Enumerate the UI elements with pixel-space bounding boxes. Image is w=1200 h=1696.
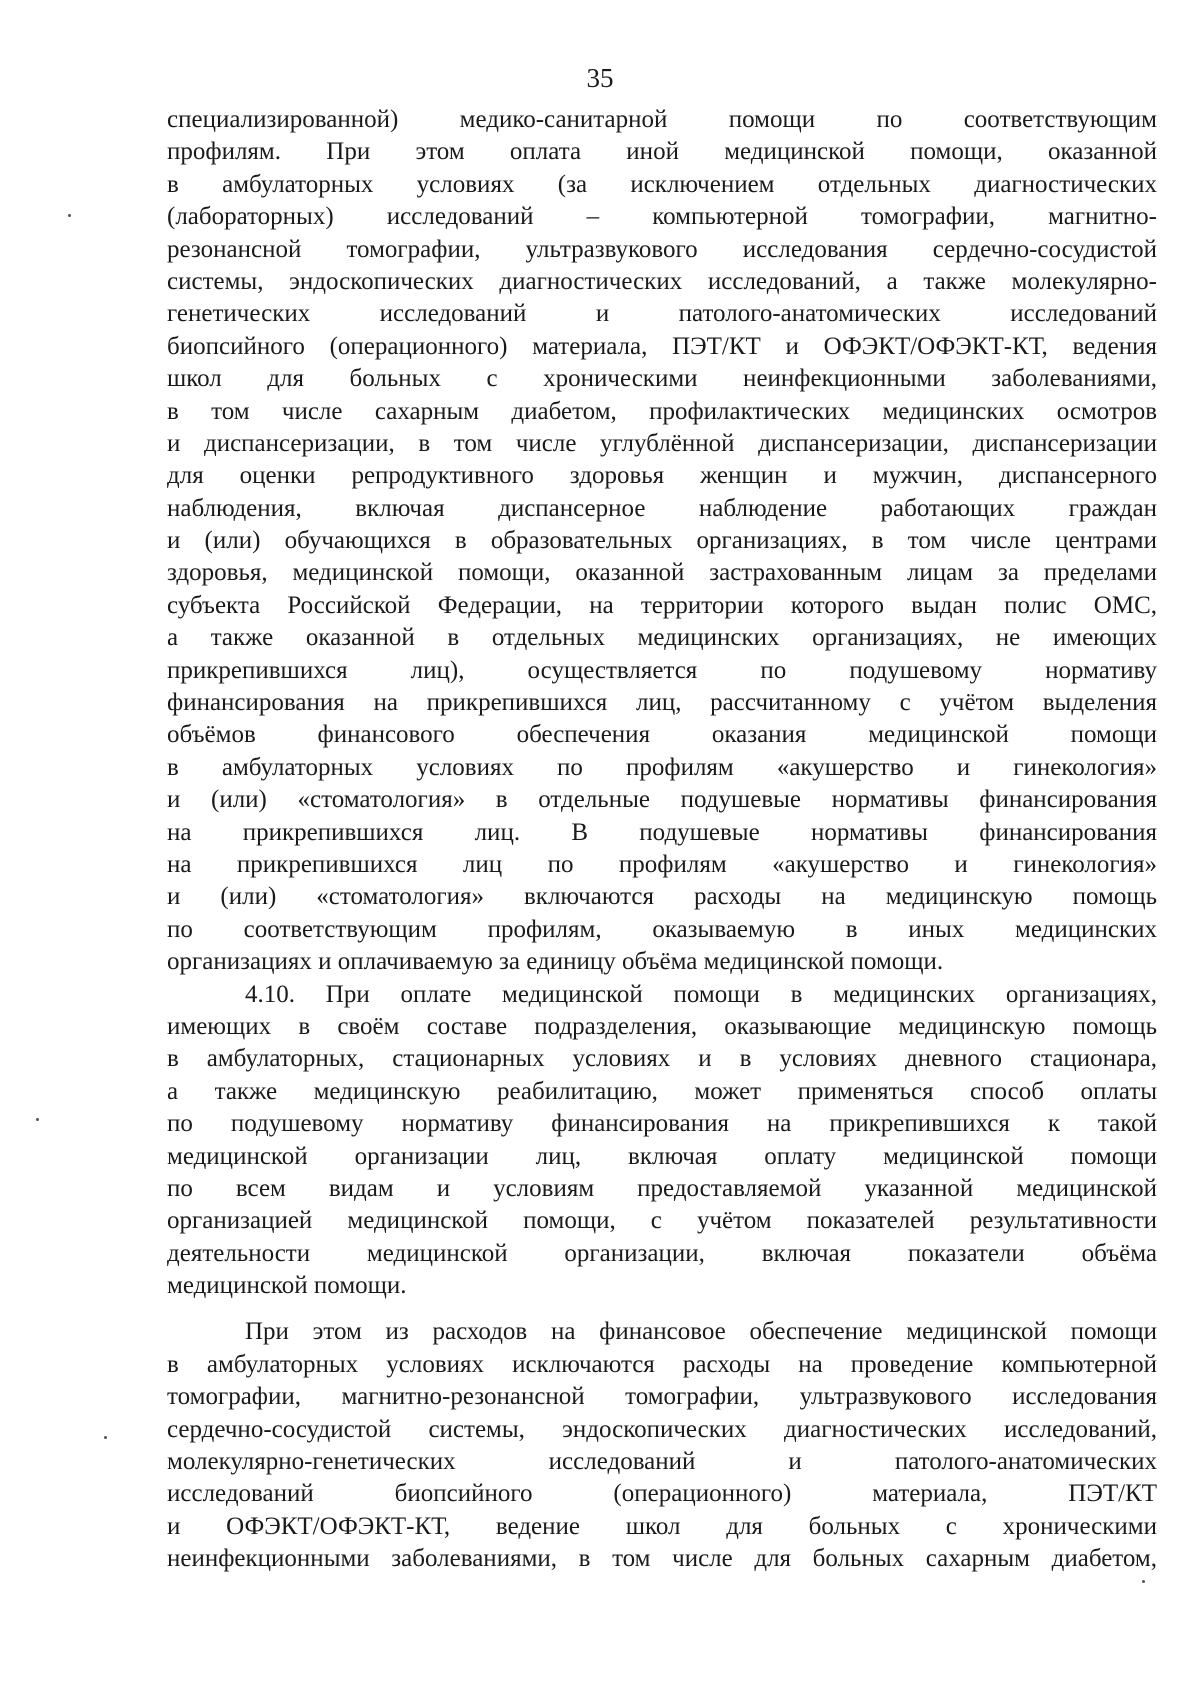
document-body	[167, 104, 1157, 1576]
text-line: неинфекционными заболеваниями, в том числе для больных сахарным диабетом,	[167, 1545, 1157, 1573]
text-line: здоровья, медицинской помощи, оказанной застрахованным лицам за пределами	[167, 559, 1157, 587]
text-line: и (или) «стоматология» в отдельные подушевые нормативы финансирования	[167, 786, 1157, 814]
text-line: прикрепившихся лиц), осуществляется по подушевому нормативу	[167, 656, 1157, 684]
text-line: финансирования на прикрепившихся лиц, рассчитанному с учётом выделения	[167, 689, 1157, 717]
text-line: школ для больных с хроническими неинфекционными заболеваниями,	[167, 365, 1157, 393]
text-line: в амбулаторных условиях (за исключением отдельных диагностических	[167, 170, 1157, 198]
text-line: в амбулаторных, стационарных условиях и в условиях дневного стационара,	[167, 1045, 1157, 1073]
text-line: субъекта Российской Федерации, на территории которого выдан полис ОМС,	[167, 591, 1157, 619]
text-line: на прикрепившихся лиц. В подушевые нормативы финансирования	[167, 818, 1157, 846]
text-line: имеющих в своём составе подразделения, оказывающие медицинскую помощь	[167, 1012, 1157, 1040]
text-line: организациях и оплачиваемую за единицу объёма медицинской помощи.	[167, 948, 944, 976]
text-line: в амбулаторных условиях исключаются расходы на проведение компьютерной	[167, 1350, 1157, 1378]
text-line: (лабораторных) исследований – компьютерной томографии, магнитно-	[167, 203, 1157, 231]
scan-speck	[104, 1436, 107, 1439]
text-line: а также оказанной в отдельных медицинских организациях, не имеющих	[167, 624, 1157, 652]
text-line: профилям. При этом оплата иной медицинской помощи, оказанной	[167, 138, 1157, 166]
text-line: сердечно-сосудистой системы, эндоскопических диагностических исследований,	[167, 1415, 1157, 1443]
text-line: медицинской организации лиц, включая оплату медицинской помощи	[167, 1142, 1157, 1170]
paragraph-start-line: При этом из расходов на финансовое обеспечение медицинской помощи	[245, 1318, 1157, 1346]
text-line: резонансной томографии, ультразвукового исследования сердечно-сосудистой	[167, 235, 1157, 263]
text-line: деятельности медицинской организации, включая показатели объёма	[167, 1239, 1157, 1267]
text-line: молекулярно-генетических исследований и патолого-анатомических	[167, 1448, 1157, 1476]
scan-speck	[36, 1118, 39, 1121]
text-line: и диспансеризации, в том числе углублённой диспансеризации, диспансеризации	[167, 429, 1157, 457]
text-line: по всем видам и условиям предоставляемой указанной медицинской	[167, 1174, 1157, 1202]
text-line: и (или) обучающихся в образовательных организациях, в том числе центрами	[167, 527, 1157, 555]
text-line: в амбулаторных условиях по профилям «акушерство и гинекология»	[167, 753, 1157, 781]
text-line: томографии, магнитно-резонансной томографии, ультразвукового исследования	[167, 1383, 1157, 1411]
text-line: наблюдения, включая диспансерное наблюдение работающих граждан	[167, 494, 1157, 522]
paragraph-start-line: 4.10. При оплате медицинской помощи в медицинских организациях,	[245, 980, 1157, 1008]
text-line: для оценки репродуктивного здоровья женщин и мужчин, диспансерного	[167, 462, 1157, 490]
text-line: по подушевому нормативу финансирования на прикрепившихся к такой	[167, 1110, 1157, 1138]
text-line: объёмов финансового обеспечения оказания медицинской помощи	[167, 721, 1157, 749]
text-line: а также медицинскую реабилитацию, может применяться способ оплаты	[167, 1077, 1157, 1105]
scan-speck	[68, 214, 71, 217]
text-line: по соответствующим профилям, оказываемую в иных медицинских	[167, 915, 1157, 943]
text-line: системы, эндоскопических диагностических исследований, а также молекулярно-	[167, 267, 1157, 295]
text-line: генетических исследований и патолого-анатомических исследований	[167, 300, 1157, 328]
text-line: медицинской помощи.	[167, 1272, 407, 1300]
text-line: и ОФЭКТ/ОФЭКТ-КТ, ведение школ для больных с хроническими	[167, 1512, 1157, 1540]
page-number: 35	[586, 63, 614, 93]
text-line: организацией медицинской помощи, с учётом показателей результативности	[167, 1207, 1157, 1235]
scan-speck	[1142, 1580, 1145, 1583]
text-line: на прикрепившихся лиц по профилям «акушерство и гинекология»	[167, 850, 1157, 878]
text-line: специализированной) медико-санитарной помощи по соответствующим	[167, 106, 1157, 133]
text-line: и (или) «стоматология» включаются расходы на медицинскую помощь	[167, 883, 1157, 911]
text-line: в том числе сахарным диабетом, профилактических медицинских осмотров	[167, 397, 1157, 425]
text-line: биопсийного (операционного) материала, ПЭТ/КТ и ОФЭКТ/ОФЭКТ-КТ, ведения	[167, 332, 1157, 360]
text-line: исследований биопсийного (операционного) материала, ПЭТ/КТ	[167, 1480, 1157, 1508]
